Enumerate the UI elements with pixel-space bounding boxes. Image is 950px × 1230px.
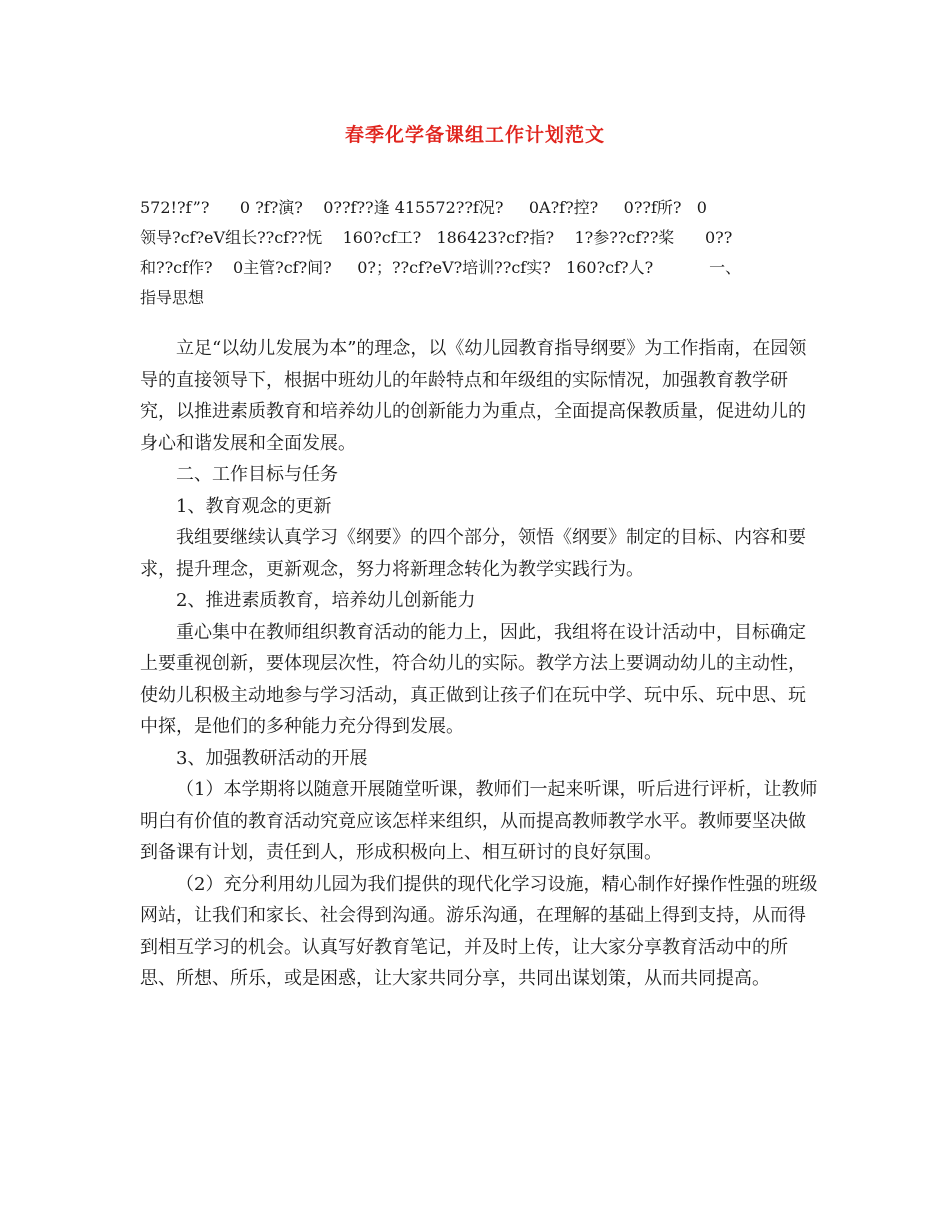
list-item-1: （1）本学期将以随意开展随堂听课，教师们一起来听课，听后进行评析，让教师明白有价值的教育活动究竟应该怎样来组织，从而提高教师教学水平。教师要坚决做到备课有计划，责任到人，形成积极向上、相互研讨的良好氛围。	[140, 779, 818, 863]
document-title: 春季化学备课组工作计划范文	[344, 124, 605, 146]
subheading-concept-update: 1、教育观念的更新	[176, 495, 332, 517]
subheading-quality-education: 2、推进素质教育，培养幼儿创新能力	[176, 590, 476, 611]
subheading-teaching-research: 3、加强教研活动的开展	[176, 747, 368, 769]
garbled-line-3: 和??cf作? 0主管?cf?间? 0?；??cf?eV?培训??cf实? 160?cf?人? 一、	[140, 258, 742, 277]
garbled-header-block	[140, 193, 830, 313]
list-item-2: （2）充分利用幼儿园为我们提供的现代化学习设施，精心制作好操作性强的班级网站，让我们和家长、社会得到沟通。游乐沟通，在理解的基础上得到支持，从而得到相互学习的机会。认真写好教育笔记，并及时上传，让大家分享教育活动中的所思、所想、所乐，或是困惑，让大家共同分享，共同出谋划策，从而共同提高。	[140, 873, 818, 989]
paragraph-guiding-thought: 立足“以幼儿发展为本”的理念，以《幼儿园教育指导纲要》为工作指南，在园领导的直接领导下，根据中班幼儿的年龄特点和年级组的实际情况，加强教育教学研究，以推进素质教育和培养幼儿的创新能力为重点，全面提高保教质量，促进幼儿的身心和谐发展和全面发展。	[140, 338, 807, 454]
paragraph-concept-update: 我组要继续认真学习《纲要》的四个部分，领悟《纲要》制定的目标、内容和要求，提升理念，更新观念，努力将新理念转化为教学实践行为。	[140, 527, 806, 580]
garbled-line-2: 领导?cf?eV组长??cf??怃 160?cf工? 186423?cf?指? 1?参??cf??桨 0??	[140, 228, 733, 247]
section-heading-goals: 二、工作目标与任务	[176, 464, 338, 485]
document-body	[140, 333, 820, 995]
paragraph-quality-education: 重心集中在教师组织教育活动的能力上，因此，我组将在设计活动中，目标确定上要重视创新，要体现层次性，符合幼儿的实际。教学方法上要调动幼儿的主动性，使幼儿积极主动地参与学习活动，真正做到让孩子们在玩中学、玩中乐、玩中思、玩中探，是他们的多种能力充分得到发展。	[140, 621, 806, 737]
section-heading-guiding-thought: 指导思想	[140, 288, 205, 307]
garbled-line-1: 572!?f”? 0 ?f?演? 0??f??逢 415572??f况? 0A?f?控? 0??f所? 0	[140, 198, 707, 217]
